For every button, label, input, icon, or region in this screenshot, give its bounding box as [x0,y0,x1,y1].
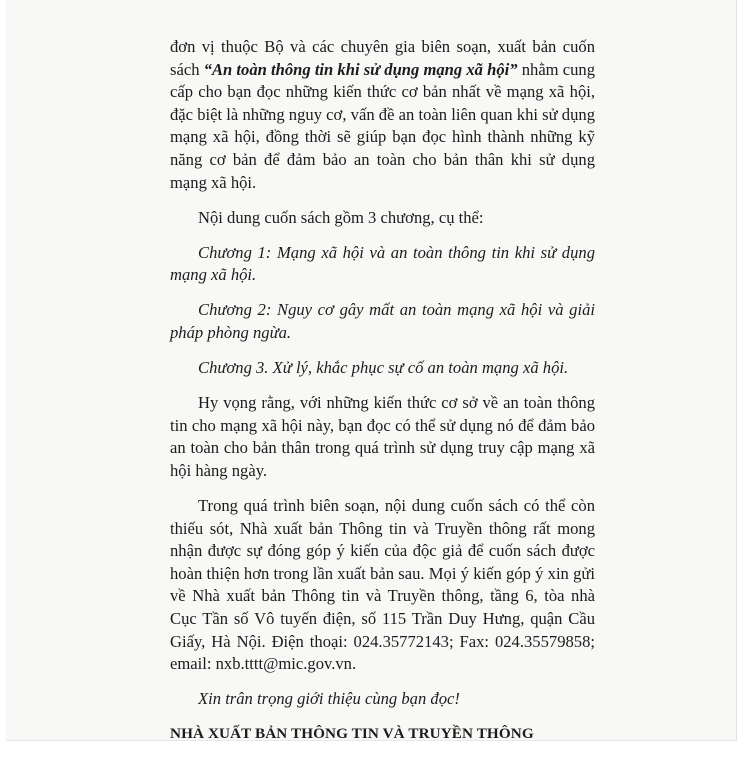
paragraph-feedback: Trong quá trình biên soạn, nội dung cuốn sách có thể còn thiếu sót, Nhà xuất bản Thông tin và Truyền thông rất mong nhận được sự đóng góp ý kiến của độc giả để cuốn sách được hoàn thiện hơn trong lần xuất bản sau. Mọi ý kiến góp ý xin gửi về Nhà xuất bản Thông tin và Truyền thông, tầng 6, tòa nhà Cục Tần số Vô tuyến điện, số 115 Trần Duy Hưng, quận Cầu Giấy, Hà Nội. Điện thoại: 024.35772143; Fax: 024.35579858; email: nxb.tttt@mic.gov.vn. [170,496,595,674]
book-title: “An toàn thông tin khi sử dụng mạng xã hội” [203,59,518,79]
chapter-3: Chương 3. Xử lý, khắc phục sự cố an toàn mạng xã hội. [198,358,569,378]
paragraph-hope: Hy vọng rằng, với những kiến thức cơ sở về an toàn thông tin cho mạng xã hội này, bạn đọc có thể sử dụng nó để đảm bảo an toàn cho bản thân trong quá trình sử dụng truy cập mạng xã hội hàng ngày. [170,393,595,480]
paragraph-intro-after: nhằm cung cấp cho bạn đọc những kiến thức cơ bản nhất về mạng xã hội, đặc biệt là những nguy cơ, vấn đề an toàn liên quan khi sử dụng mạng xã hội, đồng thời sẽ giúp bạn đọc hình thành những kỹ năng cơ bản để đảm bảo an toàn cho bản thân khi sử dụng mạng xã hội. [170,59,595,192]
book-page [6,0,737,741]
publisher-signature: NHÀ XUẤT BẢN THÔNG TIN VÀ TRUYỀN THÔNG [170,725,534,743]
closing-greeting: Xin trân trọng giới thiệu cùng bạn đọc! [198,689,460,709]
chapter-1: Chương 1: Mạng xã hội và an toàn thông tin khi sử dụng mạng xã hội. [170,242,595,285]
paragraph-contents: Nội dung cuốn sách gồm 3 chương, cụ thể: [198,207,484,227]
paragraph-intro [170,36,595,194]
chapter-2: Chương 2: Nguy cơ gây mất an toàn mạng xã hội và giải pháp phòng ngừa. [170,300,595,343]
paragraph-intro-before: đơn vị thuộc Bộ và các chuyên gia biên soạn, xuất bản cuốn sách [170,37,595,79]
page-text [170,36,595,759]
